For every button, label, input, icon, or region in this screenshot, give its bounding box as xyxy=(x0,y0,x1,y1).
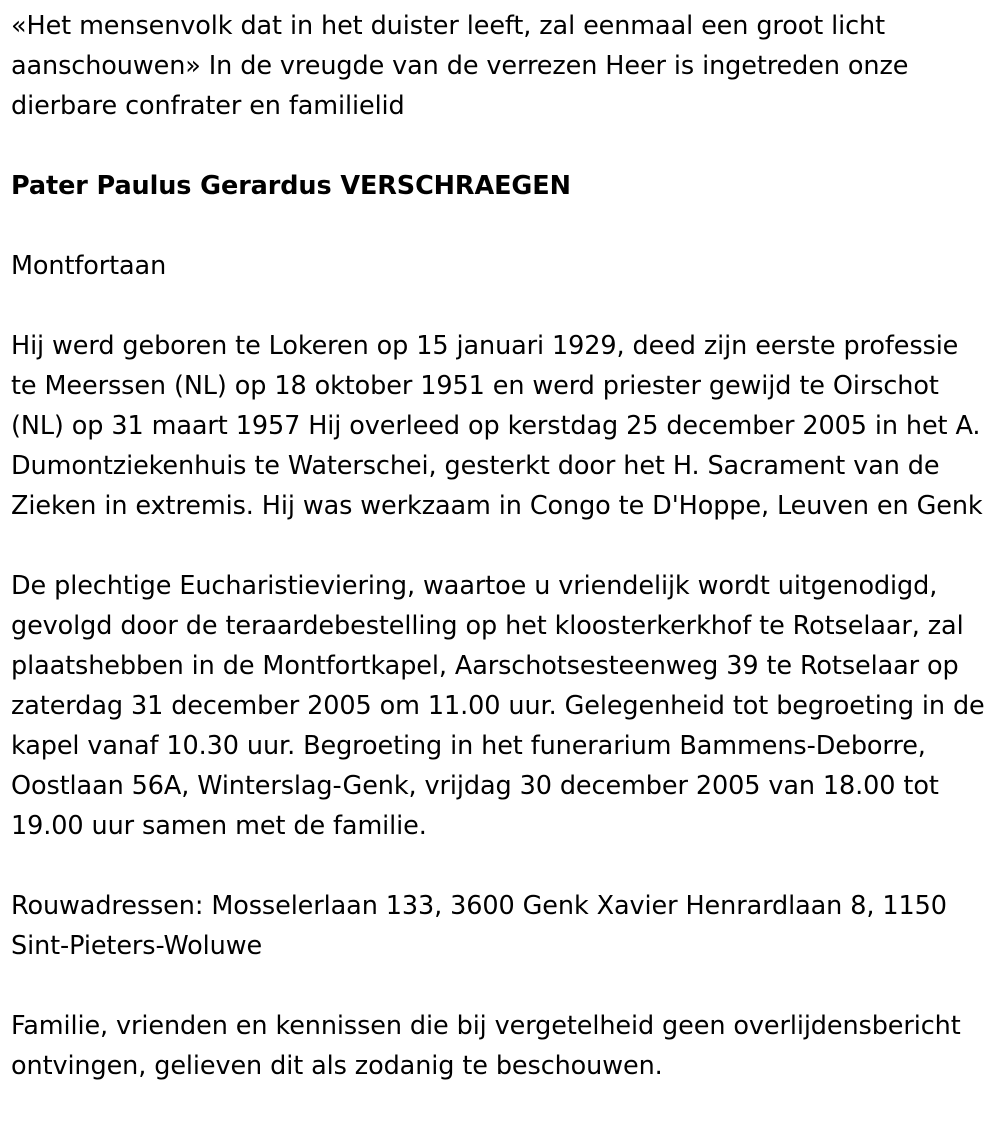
biography-paragraph: Hij werd geboren te Lokeren op 15 januari 1929, deed zijn eerste professie te Meerssen (NL) op 18 oktober 1951 en werd priester gewijd te Oirschot (NL) op 31 maart 1957 Hij overleed op kerstdag 25 december 2005 in het A. Dumontziekenhuis te Waterschei, gesterkt door het H. Sacrament van de Zieken in extremis. Hij was werkzaam in Congo te D'Hoppe, Leuven en Genk xyxy=(11,331,983,521)
addresses-paragraph: Rouwadressen: Mosselerlaan 133, 3600 Genk Xavier Henrardlaan 8, 1150 Sint-Pieters-Woluwe xyxy=(11,891,947,961)
intro-paragraph: «Het mensenvolk dat in het duister leeft, zal eenmaal een groot licht aanschouwen» In de vreugde van de verrezen Heer is ingetreden onze dierbare confrater en familielid xyxy=(11,11,909,121)
deceased-name: Pater Paulus Gerardus VERSCHRAEGEN xyxy=(11,171,571,201)
ceremony-paragraph: De plechtige Eucharistieviering, waartoe u vriendelijk wordt uitgenodigd, gevolgd door de teraardebestelling op het kloosterkerkhof te Rotselaar, zal plaatshebben in de Montfortkapel, Aarschotsesteenweg 39 te Rotselaar op zaterdag 31 december 2005 om 11.00 uur. Gelegenheid tot begroeting in de kapel vanaf 10.30 uur. Begroeting in het funerarium Bammens-Deborre, Oostlaan 56A, Winterslag-Genk, vrijdag 30 december 2005 van 18.00 tot 19.00 uur samen met de familie. xyxy=(11,571,985,841)
closing-paragraph: Familie, vrienden en kennissen die bij vergetelheid geen overlijdensbericht ontvingen, gelieven dit als zodanig te beschouwen. xyxy=(11,1011,961,1081)
congregation-label: Montfortaan xyxy=(11,251,167,281)
